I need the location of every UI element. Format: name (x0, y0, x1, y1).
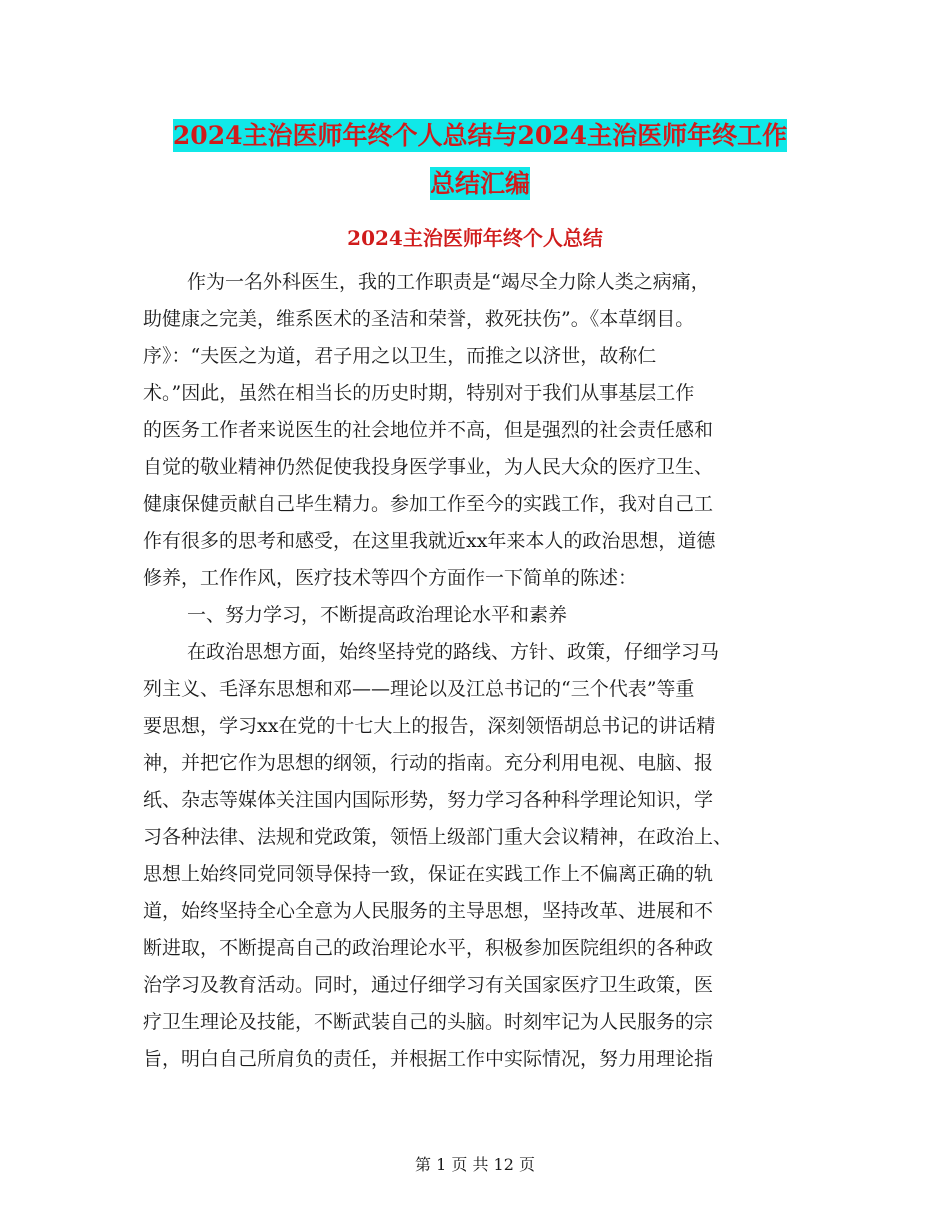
paragraph-line: 修养，工作作风，医疗技术等四个方面作一下简单的陈述： (143, 567, 638, 589)
paragraph-line: 纸、杂志等媒体关注国内国际形势，努力学习各种科学理论知识，学 (143, 789, 714, 811)
paragraph-line: 的医务工作者来说医生的社会地位并不高，但是强烈的社会责任感和 (143, 419, 714, 441)
paragraph-line: 疗卫生理论及技能，不断武装自己的头脑。时刻牢记为人民服务的宗 (143, 1011, 714, 1033)
paragraph-line: 神，并把它作为思想的纲领，行动的指南。充分利用电视、电脑、报 (143, 752, 714, 774)
paragraph-line: 健康保健贡献自己毕生精力。参加工作至今的实践工作，我对自己工 (143, 493, 714, 515)
paragraph-line: 术。”因此，虽然在相当长的历史时期，特别对于我们从事基层工作 (143, 382, 695, 404)
paragraph-line: 旨，明白自己所肩负的责任，并根据工作中实际情况，努力用理论指 (143, 1048, 714, 1070)
paragraph-line: 作为一名外科医生，我的工作职责是“竭尽全力除人类之病痛， (187, 271, 710, 293)
paragraph-line: 列主义、毛泽东思想和邓——理论以及江总书记的“三个代表”等重 (143, 678, 695, 700)
paragraph-line: 道，始终坚持全心全意为人民服务的主导思想，坚持改革、进展和不 (143, 900, 714, 922)
paragraph-line: 作有很多的思考和感受，在这里我就近xx年来本人的政治思想，道德 (143, 530, 716, 552)
paragraph-line: 自觉的敬业精神仍然促使我投身医学事业，为人民大众的医疗卫生、 (143, 456, 714, 478)
document-title-line-2: 总结汇编 (429, 169, 530, 198)
section-title: 2024主治医师年终个人总结 (347, 226, 603, 250)
paragraph-line: 习各种法律、法规和党政策，领悟上级部门重大会议精神，在政治上、 (143, 826, 733, 848)
paragraph-line: 思想上始终同党同领导保持一致，保证在实践工作上不偏离正确的轨 (143, 863, 714, 885)
paragraph-line: 助健康之完美，维系医术的圣洁和荣誉，救死扶伤”。《本草纲目。 (143, 308, 695, 330)
paragraph-line: 断进取，不断提高自己的政治理论水平，积极参加医院组织的各种政 (143, 937, 714, 959)
paragraph-line: 要思想，学习xx在党的十七大上的报告，深刻领悟胡总书记的讲话精 (143, 715, 716, 737)
paragraph-line: 治学习及教育活动。同时，通过仔细学习有关国家医疗卫生政策，医 (143, 974, 714, 996)
paragraph-line: 在政治思想方面，始终坚持党的路线、方针、政策，仔细学习马 (187, 641, 720, 663)
page-footer: 第 1 页 共 12 页 (415, 1155, 535, 1174)
document-title (140, 112, 820, 208)
section-heading: 一、努力学习，不断提高政治理论水平和素养 (187, 604, 568, 626)
paragraph-line: 序》：“夫医之为道，君子用之以卫生，而推之以济世，故称仁 (143, 345, 657, 367)
document-title-line-1: 2024主治医师年终个人总结与2024主治医师年终工作 (172, 121, 788, 150)
